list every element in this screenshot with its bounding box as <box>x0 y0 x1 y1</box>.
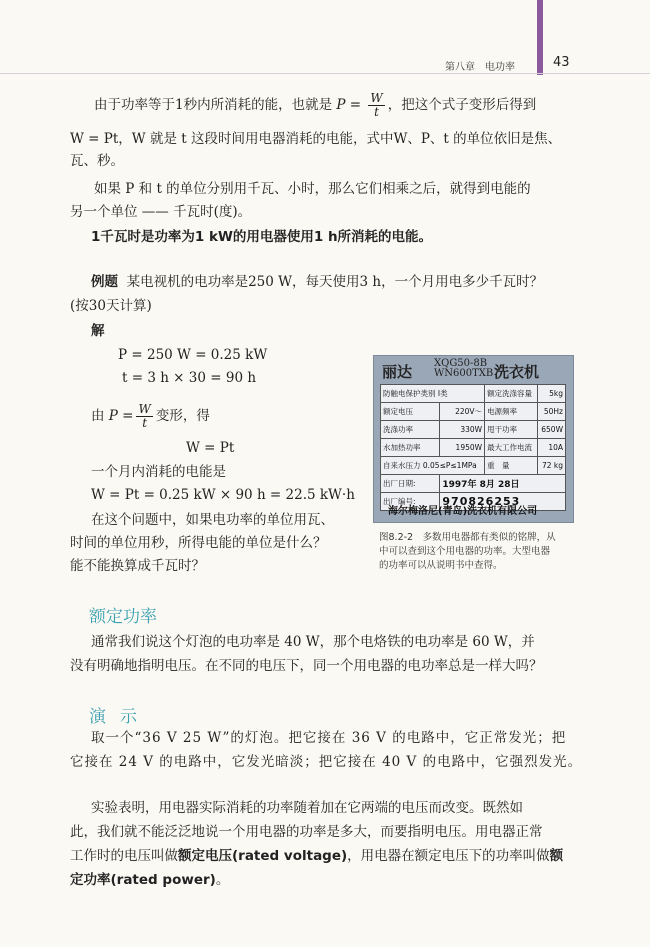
units-line-2: 另一个单位 —— 千瓦时(度)。 <box>70 204 252 220</box>
example-line-1: 例题 某电视机的电功率是250 W，每天使用3 h，一个月用电多少千瓦时？ <box>91 274 544 290</box>
demo-line-2: 它接在 24 V 的电路中，它发光暗淡；把它接在 40 V 的电路中，它强烈发光。 <box>70 754 583 770</box>
term-rated-power: 定功率(rated power) <box>70 872 216 888</box>
kwh-definition: 1千瓦时是功率为1 kW的用电器使用1 h所消耗的电能。 <box>91 229 433 245</box>
question-line-3: 能不能换算成千瓦时？ <box>70 558 205 574</box>
question-line-1: 在这个问题中，如果电功率的单位用瓦、 <box>91 512 334 528</box>
intro-line-2: W = Pt，W 就是 t 这段时间用电器消耗的电能，式中W、P、t 的单位依旧是焦、 <box>70 131 562 147</box>
conclusion-line-3: 工作时的电压叫做额定电压(rated voltage)，用电器在额定电压下的功率叫做额 <box>70 848 564 864</box>
month-energy-text: 一个月内消耗的电能是 <box>91 464 226 480</box>
nameplate-type: 洗衣机 <box>494 363 540 381</box>
chapter-header: 第八章 电功率 <box>445 62 515 73</box>
nameplate-model: XQG50-8B WN600TXB <box>434 358 494 379</box>
conclusion-line-1: 实验表明，用电器实际消耗的功率随着加在它两端的电压而改变。既然如 <box>91 800 523 816</box>
chapter-color-bar <box>537 0 543 75</box>
page-number: 43 <box>553 55 570 70</box>
table-row: 额定电压 220V～ 电源频率 50Hz <box>381 403 566 421</box>
example-line-2: (按30天计算) <box>70 298 152 314</box>
equation-energy-result: W = Pt = 0.25 kW × 90 h = 22.5 kW·h <box>91 487 355 503</box>
conclusion-line-4: 定功率(rated power)。 <box>70 872 230 888</box>
example-label: 例题 <box>91 274 118 290</box>
intro-line-3: 瓦、秒。 <box>70 153 124 169</box>
equation-w-pt: W = Pt <box>186 440 235 456</box>
section-title-rated-power: 额定功率 <box>89 607 157 627</box>
table-row: 防触电保护类别 Ⅰ类 额定洗涤容量 5kg <box>381 385 566 403</box>
table-row: 出厂编号: 970826253 <box>381 493 566 511</box>
equation-power: P = 250 W = 0.25 kW <box>118 347 268 363</box>
demo-title: 演示 <box>89 707 151 727</box>
from-formula-line: 由 P = $\frac{W}{t}$ 变形，得 <box>91 402 210 430</box>
term-rated-voltage: 额定电压(rated voltage) <box>178 848 348 864</box>
solution-label: 解 <box>91 323 105 339</box>
nameplate-brand: 丽达 <box>382 363 413 381</box>
table-row: 自来水压力 0.05≤P≤1MPa 重 量 72 kg <box>381 457 566 475</box>
nameplate-spec-table <box>380 384 566 511</box>
intro-line-1: 由于功率等于1秒内所消耗的能，也就是 P = $\frac{W}{t}$ ，把这个式子变形后得到 <box>94 91 537 119</box>
fraction-w-over-t: $\frac{W}{t}$ <box>370 91 383 119</box>
demo-line-1: 取一个“36 V 25 W”的灯泡。把它接在 36 V 的电路中，它正常发光；把 <box>91 730 567 746</box>
table-row: 洗涤功率 330W 甩干功率 650W <box>381 421 566 439</box>
question-line-2: 时间的单位用秒，所得电能的单位是什么？ <box>70 535 327 551</box>
conclusion-line-2: 此，我们就不能泛泛地说一个用电器的功率是多大，而要指明电压。用电器正常 <box>70 824 543 840</box>
figure-caption: 图8.2-2 多数用电器都有类似的铭牌，从 中可以查到这个用电器的功率。大型电器 的功率可以从说明书中查得。 <box>379 532 556 571</box>
equation-time: t = 3 h × 30 = 90 h <box>122 370 257 386</box>
fraction-w-over-t-2: $\frac{W}{t}$ <box>138 402 151 430</box>
nameplate-manufacturer: 海尔梅洛尼(青岛)洗衣机有限公司 <box>388 506 538 517</box>
washing-machine-nameplate <box>373 355 574 523</box>
table-row: 水加热功率 1950W 最大工作电流 10A <box>381 439 566 457</box>
table-row: 出厂日期: 1997年 8月 28日 <box>381 475 566 493</box>
units-line-1: 如果 P 和 t 的单位分别用千瓦、小时，那么它们相乘之后，就得到电能的 <box>94 181 531 197</box>
header-rule <box>0 73 650 74</box>
rated-line-2: 没有明确地指明电压。在不同的电压下，同一个用电器的电功率总是一样大吗？ <box>70 658 543 674</box>
rated-line-1: 通常我们说这个灯泡的电功率是 40 W，那个电烙铁的电功率是 60 W，并 <box>91 634 535 650</box>
